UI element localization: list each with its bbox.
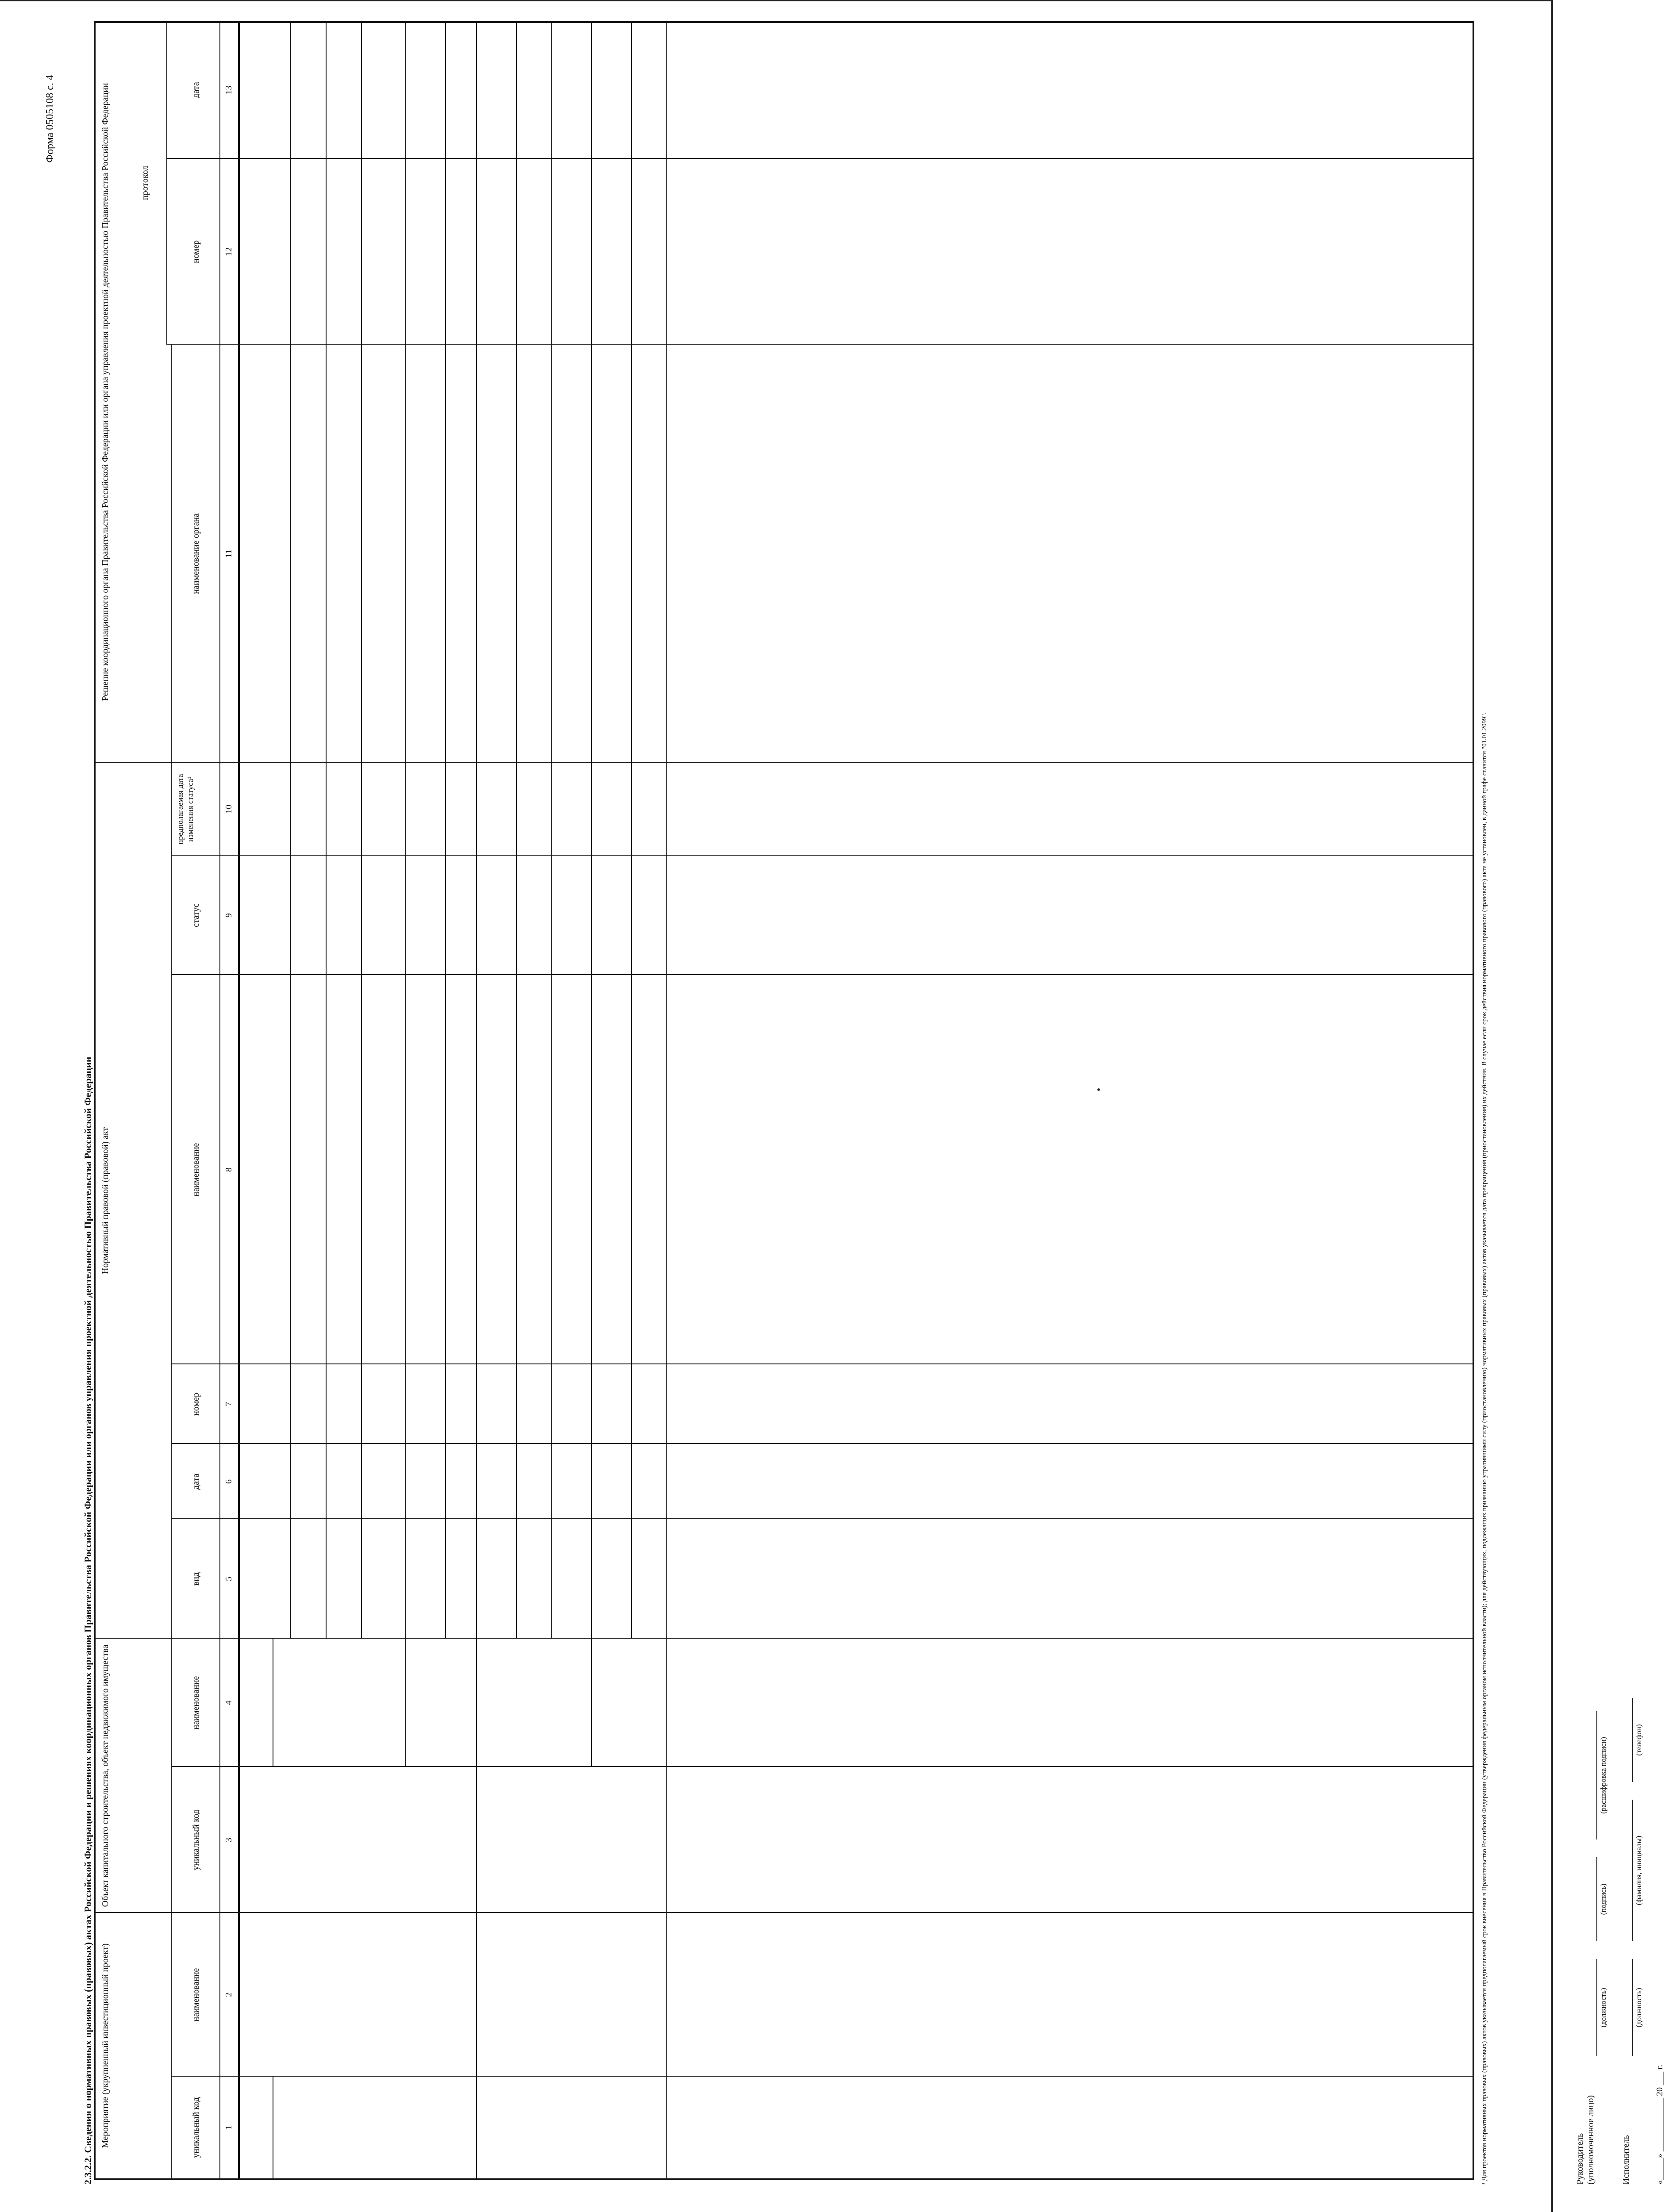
col-header-8: наименование	[191, 1143, 201, 1197]
form-number: Форма 0505108 с. 4	[44, 75, 56, 163]
executor-label: Исполнитель	[1621, 2135, 1631, 2185]
head-signature-caption: (подпись)	[1599, 1883, 1607, 1915]
col-num-3: 3	[224, 1838, 234, 1842]
col-line	[96, 1912, 1474, 1913]
row-line	[516, 21, 517, 1639]
header-event: Мероприятие (укрупненный инвестиционный проект)	[100, 1943, 110, 2148]
col-line	[171, 1443, 1474, 1444]
executor-phone-caption: (телефон)	[1634, 1724, 1643, 1756]
col-header-12: номер	[191, 240, 201, 263]
row-line	[476, 21, 477, 2178]
col-line	[96, 1638, 1474, 1639]
executor-position-caption: (должность)	[1634, 1988, 1643, 2028]
section-title: 2.3.2.2. Сведения о нормативных правовых (правовых) актах Российской Федерации и решениях координационных органов Правительства Российской Федерации или органов управления проектной деятельностью Правительства Российской Федерации	[82, 1056, 93, 2185]
col-line	[166, 158, 1474, 159]
col-line	[96, 762, 1474, 763]
head-sublabel: (уполномоченное лицо)	[1586, 2095, 1596, 2185]
head-label: Руководитель	[1575, 2133, 1585, 2185]
col-header-6: дата	[191, 1473, 201, 1490]
col-num-10: 10	[224, 805, 234, 814]
header-line	[171, 345, 172, 2178]
col-header-1: уникальный код	[191, 2097, 201, 2158]
head-position-caption: (должность)	[1599, 1988, 1607, 2028]
col-line	[171, 1766, 1474, 1767]
row-line	[631, 21, 632, 1639]
row-line	[551, 21, 552, 1639]
col-num-13: 13	[224, 85, 234, 95]
row-line	[290, 21, 291, 1639]
col-header-5: вид	[191, 1572, 201, 1586]
col-line	[166, 344, 1474, 345]
executor-name-line	[1632, 1800, 1633, 1941]
head-position-line	[1596, 1959, 1597, 2056]
col-header-2: наименование	[191, 1968, 201, 2022]
col-line	[171, 855, 1474, 856]
col-line	[171, 1518, 1474, 1519]
header-decision: Решение координационного органа Правительства Российской Федерации или органа управления проектной деятельностью Правительства Российской Федерации	[100, 83, 110, 701]
executor-name-caption: (фамилия, инициалы)	[1634, 1836, 1643, 1905]
head-decode-caption: (расшифровка подписи)	[1599, 1737, 1607, 1814]
date-line: «_____» ____________ 20 ___ г.	[1655, 2065, 1665, 2185]
col-num-11: 11	[224, 549, 234, 558]
col-num-4: 4	[224, 1701, 234, 1705]
row-line	[361, 21, 362, 1639]
row-line	[666, 21, 667, 2178]
header-line	[238, 21, 240, 2178]
row-line	[591, 21, 592, 1767]
col-num-8: 8	[224, 1167, 234, 1172]
col-num-7: 7	[224, 1402, 234, 1406]
col-line	[171, 1363, 1474, 1364]
row-line	[405, 21, 406, 1767]
col-num-1: 1	[224, 2125, 234, 2130]
col-header-13: дата	[191, 82, 201, 98]
protocol-line	[166, 21, 167, 345]
col-num-12: 12	[224, 247, 234, 256]
executor-phone-line	[1632, 1698, 1633, 1782]
col-num-2: 2	[224, 1993, 234, 1997]
header-act: Нормативный правовой (правовой) акт	[100, 1127, 110, 1274]
header-object: Объект капитального строительства, объект недвижимого имущества	[100, 1644, 110, 1907]
footnote: ¹ Для проектов нормативных правовых (правовых) актов указывается предполагаемый срок внесения в Правительство Российской Федерации (утверждения федеральным органом исполнительной власти); для действующих, подлежащих признанию утратившими силу (приостановлению) нормативных правовых (правовых) актов указывается дата прекращения (приостановления) их действия. В случае если срок действия нормативного правового (правового) акта не установлен, в данной графе ставится "01.01.2099".	[1481, 712, 1488, 2185]
col-header-4: наименование	[191, 1676, 201, 1730]
col-num-9: 9	[224, 913, 234, 918]
col-header-11: наименование органа	[191, 513, 201, 594]
acts-table	[94, 21, 1474, 2180]
col-header-10: предполагаемая дата изменения статуса¹	[176, 774, 195, 845]
col-header-7: номер	[191, 1393, 201, 1416]
col-header-9: статус	[191, 903, 201, 927]
head-decode-line	[1596, 1711, 1597, 1839]
executor-position-line	[1632, 1959, 1633, 2056]
head-signature-line	[1596, 1857, 1597, 1941]
header-protocol: протокол	[140, 165, 150, 200]
col-line	[171, 2076, 1474, 2077]
col-header-3: уникальный код	[191, 1809, 201, 1870]
col-num-5: 5	[224, 1577, 234, 1581]
row-line	[326, 21, 327, 1639]
col-line	[171, 974, 1474, 975]
header-line	[219, 21, 220, 2178]
row-line	[445, 21, 446, 1639]
col-num-6: 6	[224, 1479, 234, 1484]
